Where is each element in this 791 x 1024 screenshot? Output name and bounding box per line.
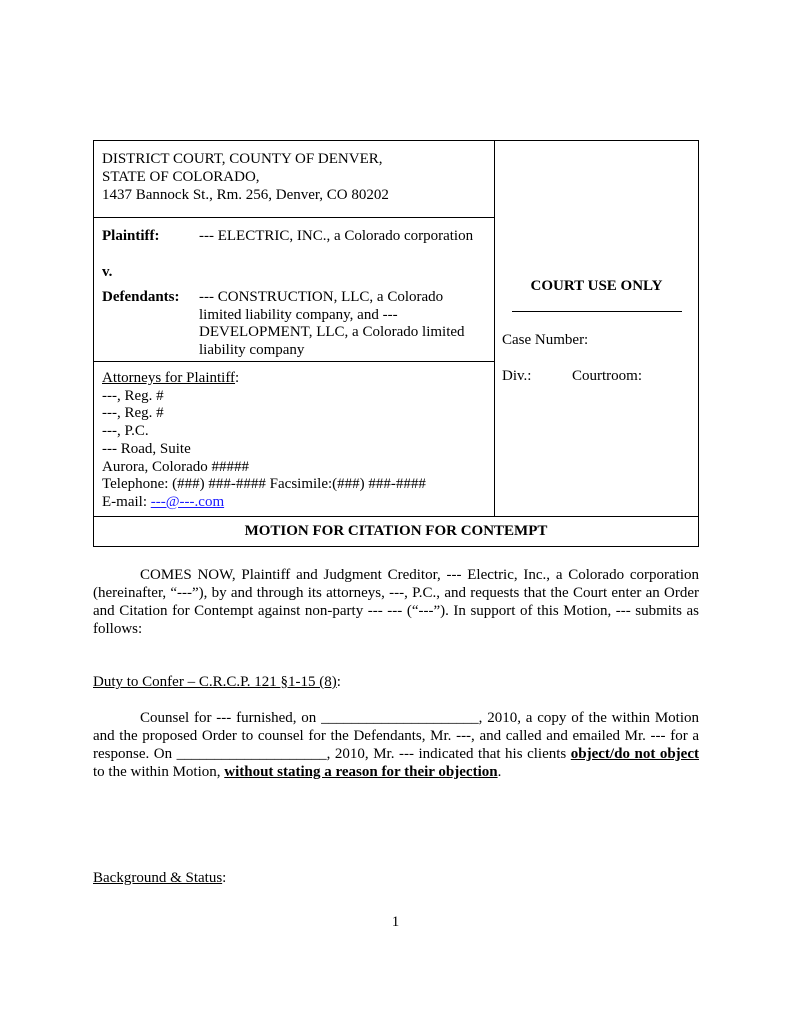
duty-to-confer-heading: Duty to Confer – C.R.C.P. 121 §1-15 (8): (93, 674, 341, 690)
object-phrase: object/do not object (570, 746, 699, 762)
plaintiff-label: Plaintiff: (102, 228, 160, 244)
court-address-line: 1437 Bannock St., Rm. 256, Denver, CO 80202 (102, 187, 389, 203)
division-label: Div.: (502, 368, 532, 384)
case-caption-table (93, 140, 699, 547)
city-line: Aurora, Colorado ##### (102, 458, 250, 475)
courtroom-label: Courtroom: (572, 368, 642, 384)
court-state-line: STATE OF COLORADO, (102, 169, 260, 185)
document-title: MOTION FOR CITATION FOR CONTEMPT (244, 523, 548, 539)
email-link[interactable]: ---@---.com (150, 493, 225, 510)
attorneys-cell (94, 362, 495, 517)
parties-cell (94, 218, 495, 362)
attorneys-heading: Attorneys for Plaintiff: (102, 370, 240, 386)
case-number-label: Case Number: (502, 332, 589, 348)
duty-to-confer-paragraph: Counsel for --- furnished, on _____________________, 2010, a copy of the within Motion and the proposed Order to counsel for the Defendants, Mr. ---, and called and emailed Mr. --- for a response. On ____________________, 2010, Mr. --- indicated that his clients object/do not object to the within Motion, without stating a reason for their objection. (93, 710, 699, 780)
court-info-cell (94, 141, 495, 218)
address-line: --- Road, Suite (102, 440, 191, 457)
defendants-names: --- CONSTRUCTION, LLC, a Colorado limited liability company, and --- DEVELOPMENT, LLC, a Colorado limited liability company (199, 289, 465, 358)
phone-fax-line: Telephone: (###) ###-#### Facsimile:(###) ###-#### (102, 476, 426, 493)
court-use-cell (495, 141, 698, 517)
firm-line: ---, P.C. (102, 423, 149, 440)
court-use-divider (512, 311, 682, 312)
court-use-only-label: COURT USE ONLY (530, 278, 663, 294)
plaintiff-name: --- ELECTRIC, INC., a Colorado corporation (199, 228, 474, 244)
versus-label: v. (102, 264, 113, 280)
email-line (102, 494, 486, 512)
attorney-line: ---, Reg. # (102, 405, 164, 422)
email-label: E-mail: (102, 493, 151, 510)
defendants-label: Defendants: (102, 289, 180, 305)
intro-paragraph: COMES NOW, Plaintiff and Judgment Creditor, --- Electric, Inc., a Colorado corporation (hereinafter, “---”), by and through its attorneys, ---, P.C., and requests that the Court enter an Order and Citation for Contempt against non-party --- --- (“---”). In support of this Motion, --- submits as follows: (93, 567, 699, 637)
court-name-line: DISTRICT COURT, COUNTY OF DENVER, (102, 151, 383, 167)
objection-phrase: without stating a reason for their objection (224, 764, 498, 780)
page-number: 1 (391, 914, 400, 930)
attorney-line: ---, Reg. # (102, 387, 164, 404)
background-status-heading: Background & Status: (93, 870, 227, 886)
